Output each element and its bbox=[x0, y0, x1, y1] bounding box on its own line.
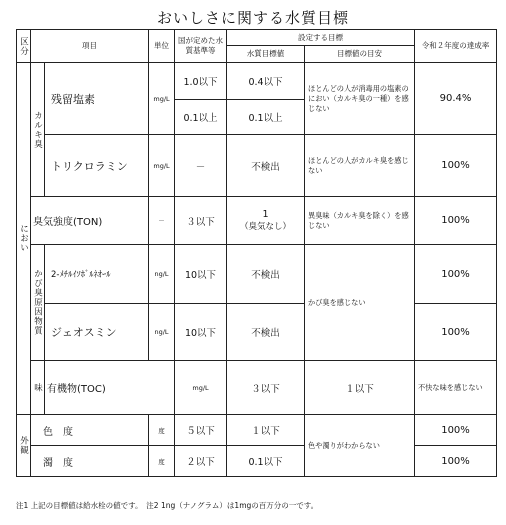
rate-residual-chlorine: 90.4% bbox=[415, 63, 497, 135]
unit-odor-intensity: － bbox=[149, 197, 175, 245]
unit-geosmin: ng/L bbox=[149, 304, 175, 361]
header-achievement-rate: 令和２年度の達成率 bbox=[415, 30, 497, 63]
unit-2-mib: ng/L bbox=[149, 245, 175, 304]
item-geosmin: ジェオスミン bbox=[45, 304, 149, 361]
group-kabi-shu: かび臭原因物質 bbox=[31, 245, 45, 361]
unit-toc: mg/L bbox=[175, 361, 227, 415]
header-category: 区分 bbox=[17, 30, 31, 63]
unit-color: 度 bbox=[149, 415, 175, 446]
guide-trichloramine: ほとんどの人がカルキ臭を感じない bbox=[305, 135, 415, 197]
item-turbidity: 濁 度 bbox=[31, 446, 149, 477]
rate-2-mib: 100% bbox=[415, 245, 497, 304]
group-aji: 味 bbox=[31, 361, 45, 415]
header-target-guide: 目標値の目安 bbox=[305, 46, 415, 63]
unit-residual-chlorine: mg/L bbox=[149, 63, 175, 135]
guide-kabi-shu: かび臭を感じない bbox=[305, 245, 415, 361]
item-toc: 有機物(TOC) bbox=[45, 361, 175, 415]
footnote: 注1 上記の目標値は給水栓の値です。 注2 1ng（ナノグラム）は1mgの百万分の一です。 bbox=[16, 501, 319, 510]
rate-trichloramine: 100% bbox=[415, 135, 497, 197]
target-trichloramine: 不検出 bbox=[227, 135, 305, 197]
std-odor-intensity: ３以下 bbox=[175, 197, 227, 245]
item-odor-intensity: 臭気強度(TON) bbox=[31, 197, 149, 245]
std-2-mib: 10以下 bbox=[175, 245, 227, 304]
std-residual-chlorine-lower: 0.1以上 bbox=[175, 100, 227, 135]
target-residual-chlorine-lower: 0.1以上 bbox=[227, 100, 305, 135]
page-title: おいしさに関する水質目標 bbox=[156, 9, 349, 27]
target-2-mib: 不検出 bbox=[227, 245, 305, 304]
water-quality-table bbox=[16, 29, 497, 477]
target-odor-intensity bbox=[227, 197, 305, 245]
std-turbidity: ２以下 bbox=[175, 446, 227, 477]
target-turbidity: 0.1以下 bbox=[227, 446, 305, 477]
std-color: ５以下 bbox=[175, 415, 227, 446]
target-residual-chlorine-upper: 0.4以下 bbox=[227, 63, 305, 100]
header-unit: 単位 bbox=[149, 30, 175, 63]
std-residual-chlorine-upper: 1.0以下 bbox=[175, 63, 227, 100]
item-residual-chlorine: 残留塩素 bbox=[45, 63, 149, 135]
std-trichloramine: － bbox=[175, 135, 227, 197]
header-item: 項目 bbox=[31, 30, 149, 63]
target-toc: １以下 bbox=[305, 361, 415, 415]
group-gaikan: 外観 bbox=[17, 415, 31, 477]
std-geosmin: 10以下 bbox=[175, 304, 227, 361]
unit-turbidity: 度 bbox=[149, 446, 175, 477]
header-target-value: 水質目標値 bbox=[227, 46, 305, 63]
group-kaluki-shu: カルキ臭 bbox=[31, 63, 45, 197]
target-odor-intensity-value: 1 bbox=[262, 209, 269, 220]
item-trichloramine: トリクロラミン bbox=[45, 135, 149, 197]
rate-geosmin: 100% bbox=[415, 304, 497, 361]
guide-toc: 不快な味を感じない bbox=[415, 361, 497, 415]
target-odor-intensity-note: （臭気なし） bbox=[239, 222, 291, 232]
guide-appearance: 色や濁りがわからない bbox=[305, 415, 415, 477]
target-geosmin: 不検出 bbox=[227, 304, 305, 361]
item-2-mib: 2-ﾒﾁﾙｲｿﾎﾞﾙﾈｵｰﾙ bbox=[45, 245, 149, 304]
rate-color: 100% bbox=[415, 415, 497, 446]
rate-odor-intensity: 100% bbox=[415, 197, 497, 245]
guide-residual-chlorine: ほとんどの人が消毒用の塩素のにおい（カルキ臭の一種）を感じない bbox=[305, 63, 415, 135]
target-color: １以下 bbox=[227, 415, 305, 446]
rate-turbidity: 100% bbox=[415, 446, 497, 477]
unit-trichloramine: mg/L bbox=[149, 135, 175, 197]
header-set-targets: 設定する目標 bbox=[227, 30, 415, 46]
guide-odor-intensity: 異臭味（カルキ臭を除く）を感じない bbox=[305, 197, 415, 245]
group-nioi: におい bbox=[17, 63, 31, 415]
item-color: 色 度 bbox=[31, 415, 149, 446]
std-toc: ３以下 bbox=[227, 361, 305, 415]
header-national-standard: 国が定めた水質基準等 bbox=[175, 30, 227, 63]
